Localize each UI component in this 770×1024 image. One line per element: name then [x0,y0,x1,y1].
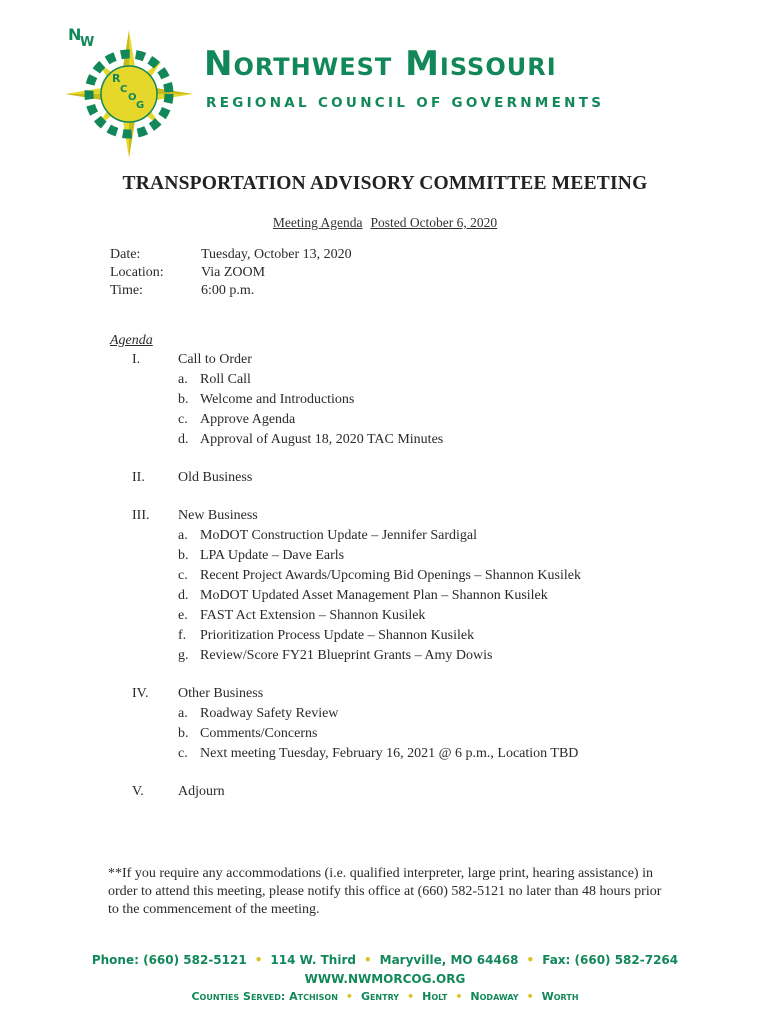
svg-text:N: N [68,26,82,44]
agenda-item [178,608,425,624]
county-name: Gentry [360,990,400,1003]
bullet-dot: • [455,990,463,1003]
item-letter: a. [178,372,188,387]
county-name: Nodaway [470,990,519,1003]
agenda-item [178,648,492,664]
section-title: Adjourn [178,784,225,799]
section-number: IV. [132,686,149,701]
agenda-item [178,568,581,584]
item-text: Recent Project Awards/Upcoming Bid Openings – Shannon Kusilek [200,568,581,583]
item-letter: d. [178,588,189,603]
item-letter: g. [178,648,189,663]
agenda-item [178,548,344,564]
item-letter: b. [178,548,189,563]
bullet-dot: • [363,953,372,967]
item-text: Approve Agenda [200,412,296,427]
agenda-posted-line [0,215,770,231]
info-label: Date: [110,247,141,262]
item-letter: e. [178,608,188,623]
footer-address: 114 W. Third [270,953,356,967]
meeting-info [110,246,352,300]
meeting-title: TRANSPORTATION ADVISORY COMMITTEE MEETING [122,173,648,194]
item-text: MoDOT Updated Asset Management Plan – Shannon Kusilek [200,588,548,603]
item-text: FAST Act Extension – Shannon Kusilek [200,608,426,623]
org-subtitle: REGIONAL COUNCIL OF GOVERNMENTS [206,95,605,111]
item-letter: b. [178,392,189,407]
agenda-item [178,746,578,762]
agenda-item [178,528,477,544]
info-label: Time: [110,283,143,298]
agenda-item [178,706,338,722]
org-name: Northwest Missouri [204,44,557,84]
item-letter: f. [178,628,187,643]
item-text: MoDOT Construction Update – Jennifer Sardigal [200,528,477,543]
svg-text:R: R [112,72,121,85]
bullet-dot: • [526,953,535,967]
county-name: Holt [422,990,448,1003]
agenda-item [178,432,443,448]
agenda-item [178,392,354,408]
item-text: Review/Score FY21 Blueprint Grants – Amy Dowis [200,648,493,663]
footer-city: Maryville, MO 64468 [379,953,519,967]
item-letter: d. [178,432,189,447]
county-name: Atchison [289,990,338,1003]
svg-text:W: W [80,35,95,50]
section-title: New Business [178,508,258,523]
counties-label: Counties Served: [191,990,286,1003]
section-number: I. [132,352,141,367]
agenda-item [178,726,317,742]
bullet-dot: • [407,990,415,1003]
bullet-dot: • [254,953,263,967]
item-letter: a. [178,528,188,543]
agenda-item [178,412,295,428]
item-letter: c. [178,746,188,761]
bullet-dot: • [345,990,353,1003]
svg-text:O: O [128,92,137,103]
agenda-item [178,588,548,604]
info-value: Tuesday, October 13, 2020 [201,247,352,262]
info-value: Via ZOOM [201,265,266,280]
agenda-heading: Agenda [110,333,153,348]
agenda-item [178,628,474,644]
item-letter: b. [178,726,189,741]
info-row-date [110,246,352,264]
item-letter: c. [178,412,188,427]
section-title: Call to Order [178,352,252,367]
item-text: LPA Update – Dave Earls [200,548,345,563]
footer-website[interactable]: WWW.NWMORCOG.ORG [304,972,466,986]
footer-fax: Fax: (660) 582-7264 [542,953,679,967]
section-number: II. [132,470,145,485]
svg-text:G: G [136,100,145,111]
item-letter: c. [178,568,188,583]
item-text: Roll Call [200,372,251,387]
svg-text:C: C [120,84,128,95]
item-text: Roadway Safety Review [200,706,339,721]
section-title: Other Business [178,686,264,701]
info-row-time [110,282,352,300]
footer-counties-line [0,990,770,1003]
agenda-label: Meeting Agenda [272,215,363,230]
footer-phone: Phone: (660) 582-5121 [91,953,247,967]
item-text: Next meeting Tuesday, February 16, 2021 @ 6 p.m., Location TBD [200,746,579,761]
item-text: Comments/Concerns [200,726,318,741]
item-text: Prioritization Process Update – Shannon Kusilek [200,628,475,643]
info-row-location [110,264,352,282]
bullet-dot: • [526,990,534,1003]
info-value: 6:00 p.m. [201,283,255,298]
item-text: Approval of August 18, 2020 TAC Minutes [200,432,444,447]
section-number: V. [132,784,144,799]
accommodations-note: **If you require any accommodations (i.e. qualified interpreter, large print, hearing assistance) in order to attend this meeting, please notify this office at (660) 582-5121 no later than 48 hours prior to the commencement of the meeting. [108,866,662,917]
item-text: Welcome and Introductions [200,392,355,407]
county-name: Worth [541,990,579,1003]
compass-rose-logo [62,26,194,160]
item-letter: a. [178,706,188,721]
info-label: Location: [110,265,164,280]
section-number: III. [132,508,150,523]
section-title: Old Business [178,470,253,485]
posted-date: Posted October 6, 2020 [370,215,498,230]
footer-contact-line [0,953,770,967]
agenda-item [178,372,251,388]
